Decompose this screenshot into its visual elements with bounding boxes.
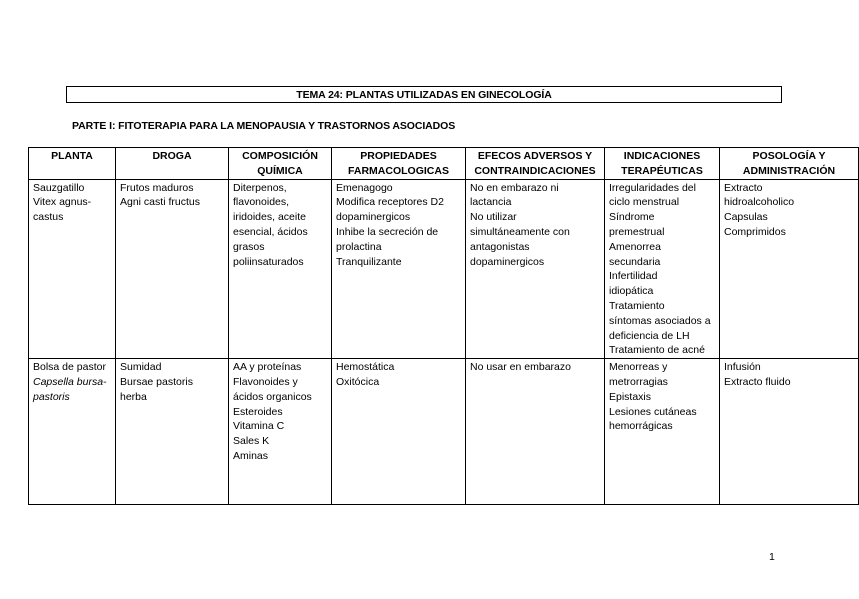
cell-posologia: Infusión Extracto fluido (720, 359, 859, 505)
header-indicaciones: INDICACIONES TERAPÉUTICAS (605, 148, 720, 180)
table-row (29, 179, 859, 359)
cell-indicaciones: Menorreas y metrorragias Epistaxis Lesiones cutáneas hemorrágicas (605, 359, 720, 505)
plants-table-container (28, 147, 836, 501)
header-posologia: POSOLOGÍA Y ADMINISTRACIÓN (720, 148, 859, 180)
page-number: 1 (769, 551, 775, 563)
header-propiedades: PROPIEDADES FARMACOLOGICAS (332, 148, 466, 180)
cell-efectos: No en embarazo ni lactancia No utilizar simultáneamente con antagonistas dopaminergicos (466, 179, 605, 359)
document-title (66, 86, 782, 103)
header-efectos: EFECOS ADVERSOS Y CONTRAINDICACIONES (466, 148, 605, 180)
cell-propiedades: Emenagogo Modifica receptores D2 dopaminergicos Inhibe la secreción de prolactina Tranquilizante (332, 179, 466, 359)
cell-droga: Sumidad Bursae pastoris herba (116, 359, 229, 505)
cell-posologia: Extracto hidroalcoholico Capsulas Comprimidos (720, 179, 859, 359)
cell-droga: Frutos maduros Agni casti fructus (116, 179, 229, 359)
cell-indicaciones: Irregularidades del ciclo menstrual Síndrome premestrual Amenorrea secundaria Infertilidad idiopática Tratamiento síntomas asociados a deficiencia de LH Tratamiento de acné (605, 179, 720, 359)
table-row (29, 359, 859, 505)
cell-composicion: AA y proteínas Flavonoides y ácidos organicos Esteroides Vitamina C Sales K Aminas (229, 359, 332, 505)
table-header-row (29, 148, 859, 180)
section-subtitle: PARTE I: FITOTERAPIA PARA LA MENOPAUSIA Y TRASTORNOS ASOCIADOS (72, 120, 456, 132)
plants-table (28, 147, 859, 505)
cell-composicion: Diterpenos, flavonoides, iridoides, aceite esencial, ácidos grasos poliinsaturados (229, 179, 332, 359)
header-planta: PLANTA (29, 148, 116, 180)
cell-planta: Bolsa de pastor Capsella bursa- pastoris (29, 359, 116, 505)
header-droga: DROGA (116, 148, 229, 180)
cell-propiedades: Hemostática Oxitócica (332, 359, 466, 505)
cell-planta: Sauzgatillo Vitex agnus- castus (29, 179, 116, 359)
document-title-text: TEMA 24: PLANTAS UTILIZADAS EN GINECOLOGÍA (296, 88, 552, 101)
header-composicion: COMPOSICIÓN QUÍMICA (229, 148, 332, 180)
cell-efectos: No usar en embarazo (466, 359, 605, 505)
